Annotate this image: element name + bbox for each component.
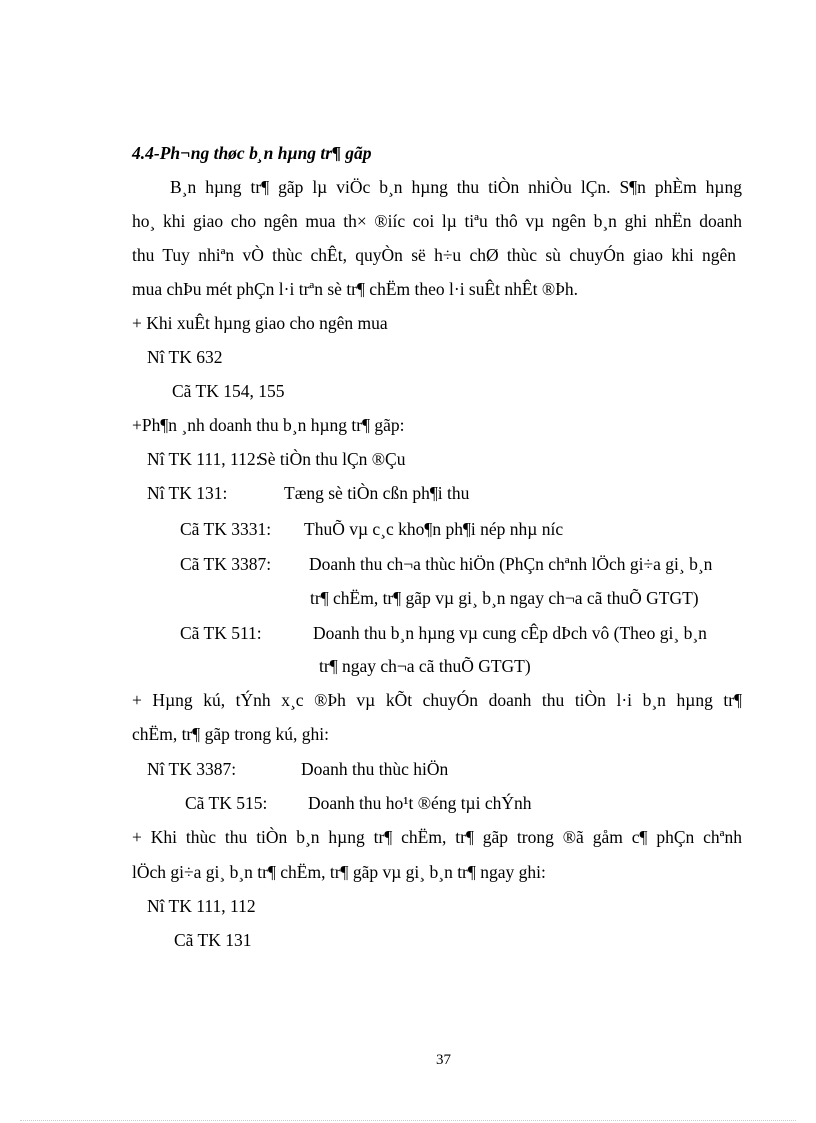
entry-description: ThuÕ vµ c¸c kho¶n ph¶i nép nhµ níc xyxy=(304,519,564,539)
revenue-heading: +Ph¶n ¸nh doanh thu b¸n hµng tr¶ gãp: xyxy=(132,415,405,435)
entry-description: Doanh thu ho¹t ®éng tµi chÝnh xyxy=(308,793,532,813)
section-title: 4.4-Ph¬ng thøc b¸n hµng tr¶ gãp xyxy=(132,143,372,163)
intro-line: B¸n hµng tr¶ gãp lµ viÖc b¸n hµng thu tiÒn nhiÒu lÇn. S¶n phÈm hµng xyxy=(170,177,742,197)
entry-description: tr¶ ngay ch¬a cã thuÕ GTGT) xyxy=(319,656,531,676)
credit-account: Cã TK 3387: xyxy=(180,554,272,574)
collection-heading: + Khi thùc thu tiÒn b¸n hµng tr¶ chËm, tr¶ gãp trong ®ã gåm c¶ phÇn chªnh xyxy=(132,827,742,847)
delivery-heading: + Khi xuÊt hµng giao cho ngên mua xyxy=(132,313,388,333)
credit-account: Cã TK 154, 155 xyxy=(172,381,285,401)
credit-account: Cã TK 515: xyxy=(185,793,268,813)
debit-account: Nî TK 632 xyxy=(147,347,223,367)
intro-line: ho¸ khi giao cho ngên mua th× ®iíc coi lµ tiªu thô vµ ngên b¸n ghi nhËn doanh xyxy=(132,211,742,231)
entry-description: Doanh thu thùc hiÖn xyxy=(301,759,449,779)
debit-account: Nî TK 131: xyxy=(147,483,228,503)
debit-account: Nî TK 111, 112: xyxy=(147,449,261,469)
intro-line: thu Tuy nhiªn vÒ thùc chÊt, quyÒn së h÷u chØ thùc sù chuyÓn giao khi ngên xyxy=(132,245,736,265)
entry-description: tr¶ chËm, tr¶ gãp vµ gi¸ b¸n ngay ch¬a cã thuÕ GTGT) xyxy=(310,588,699,608)
page-break-divider xyxy=(20,1120,796,1121)
credit-account: Cã TK 3331: xyxy=(180,519,272,539)
entry-description: Doanh thu ch¬a thùc hiÖn (PhÇn chªnh lÖch gi÷a gi¸ b¸n xyxy=(309,554,713,574)
intro-line: mua chÞu mét phÇn l·i trªn sè tr¶ chËm theo l·i suÊt nhÊt ®Þh. xyxy=(132,279,579,299)
entry-description: Sè tiÒn thu lÇn ®Çu xyxy=(258,449,406,469)
entry-description: Tæng sè tiÒn cßn ph¶i thu xyxy=(284,483,470,503)
debit-account: Nî TK 3387: xyxy=(147,759,237,779)
collection-heading: lÖch gi÷a gi¸ b¸n tr¶ chËm, tr¶ gãp vµ gi¸ b¸n tr¶ ngay ghi: xyxy=(132,862,546,882)
period-heading: + Hµng kú, tÝnh x¸c ®Þh vµ kÕt chuyÓn doanh thu tiÒn l·i b¸n hµng tr¶ xyxy=(132,690,742,710)
credit-account: Cã TK 131 xyxy=(174,930,252,950)
debit-account: Nî TK 111, 112 xyxy=(147,896,256,916)
entry-description: Doanh thu b¸n hµng vµ cung cÊp dÞch vô (Theo gi¸ b¸n xyxy=(313,623,707,643)
page-number: 37 xyxy=(436,1052,451,1068)
credit-account: Cã TK 511: xyxy=(180,623,262,643)
period-heading: chËm, tr¶ gãp trong kú, ghi: xyxy=(132,724,329,744)
